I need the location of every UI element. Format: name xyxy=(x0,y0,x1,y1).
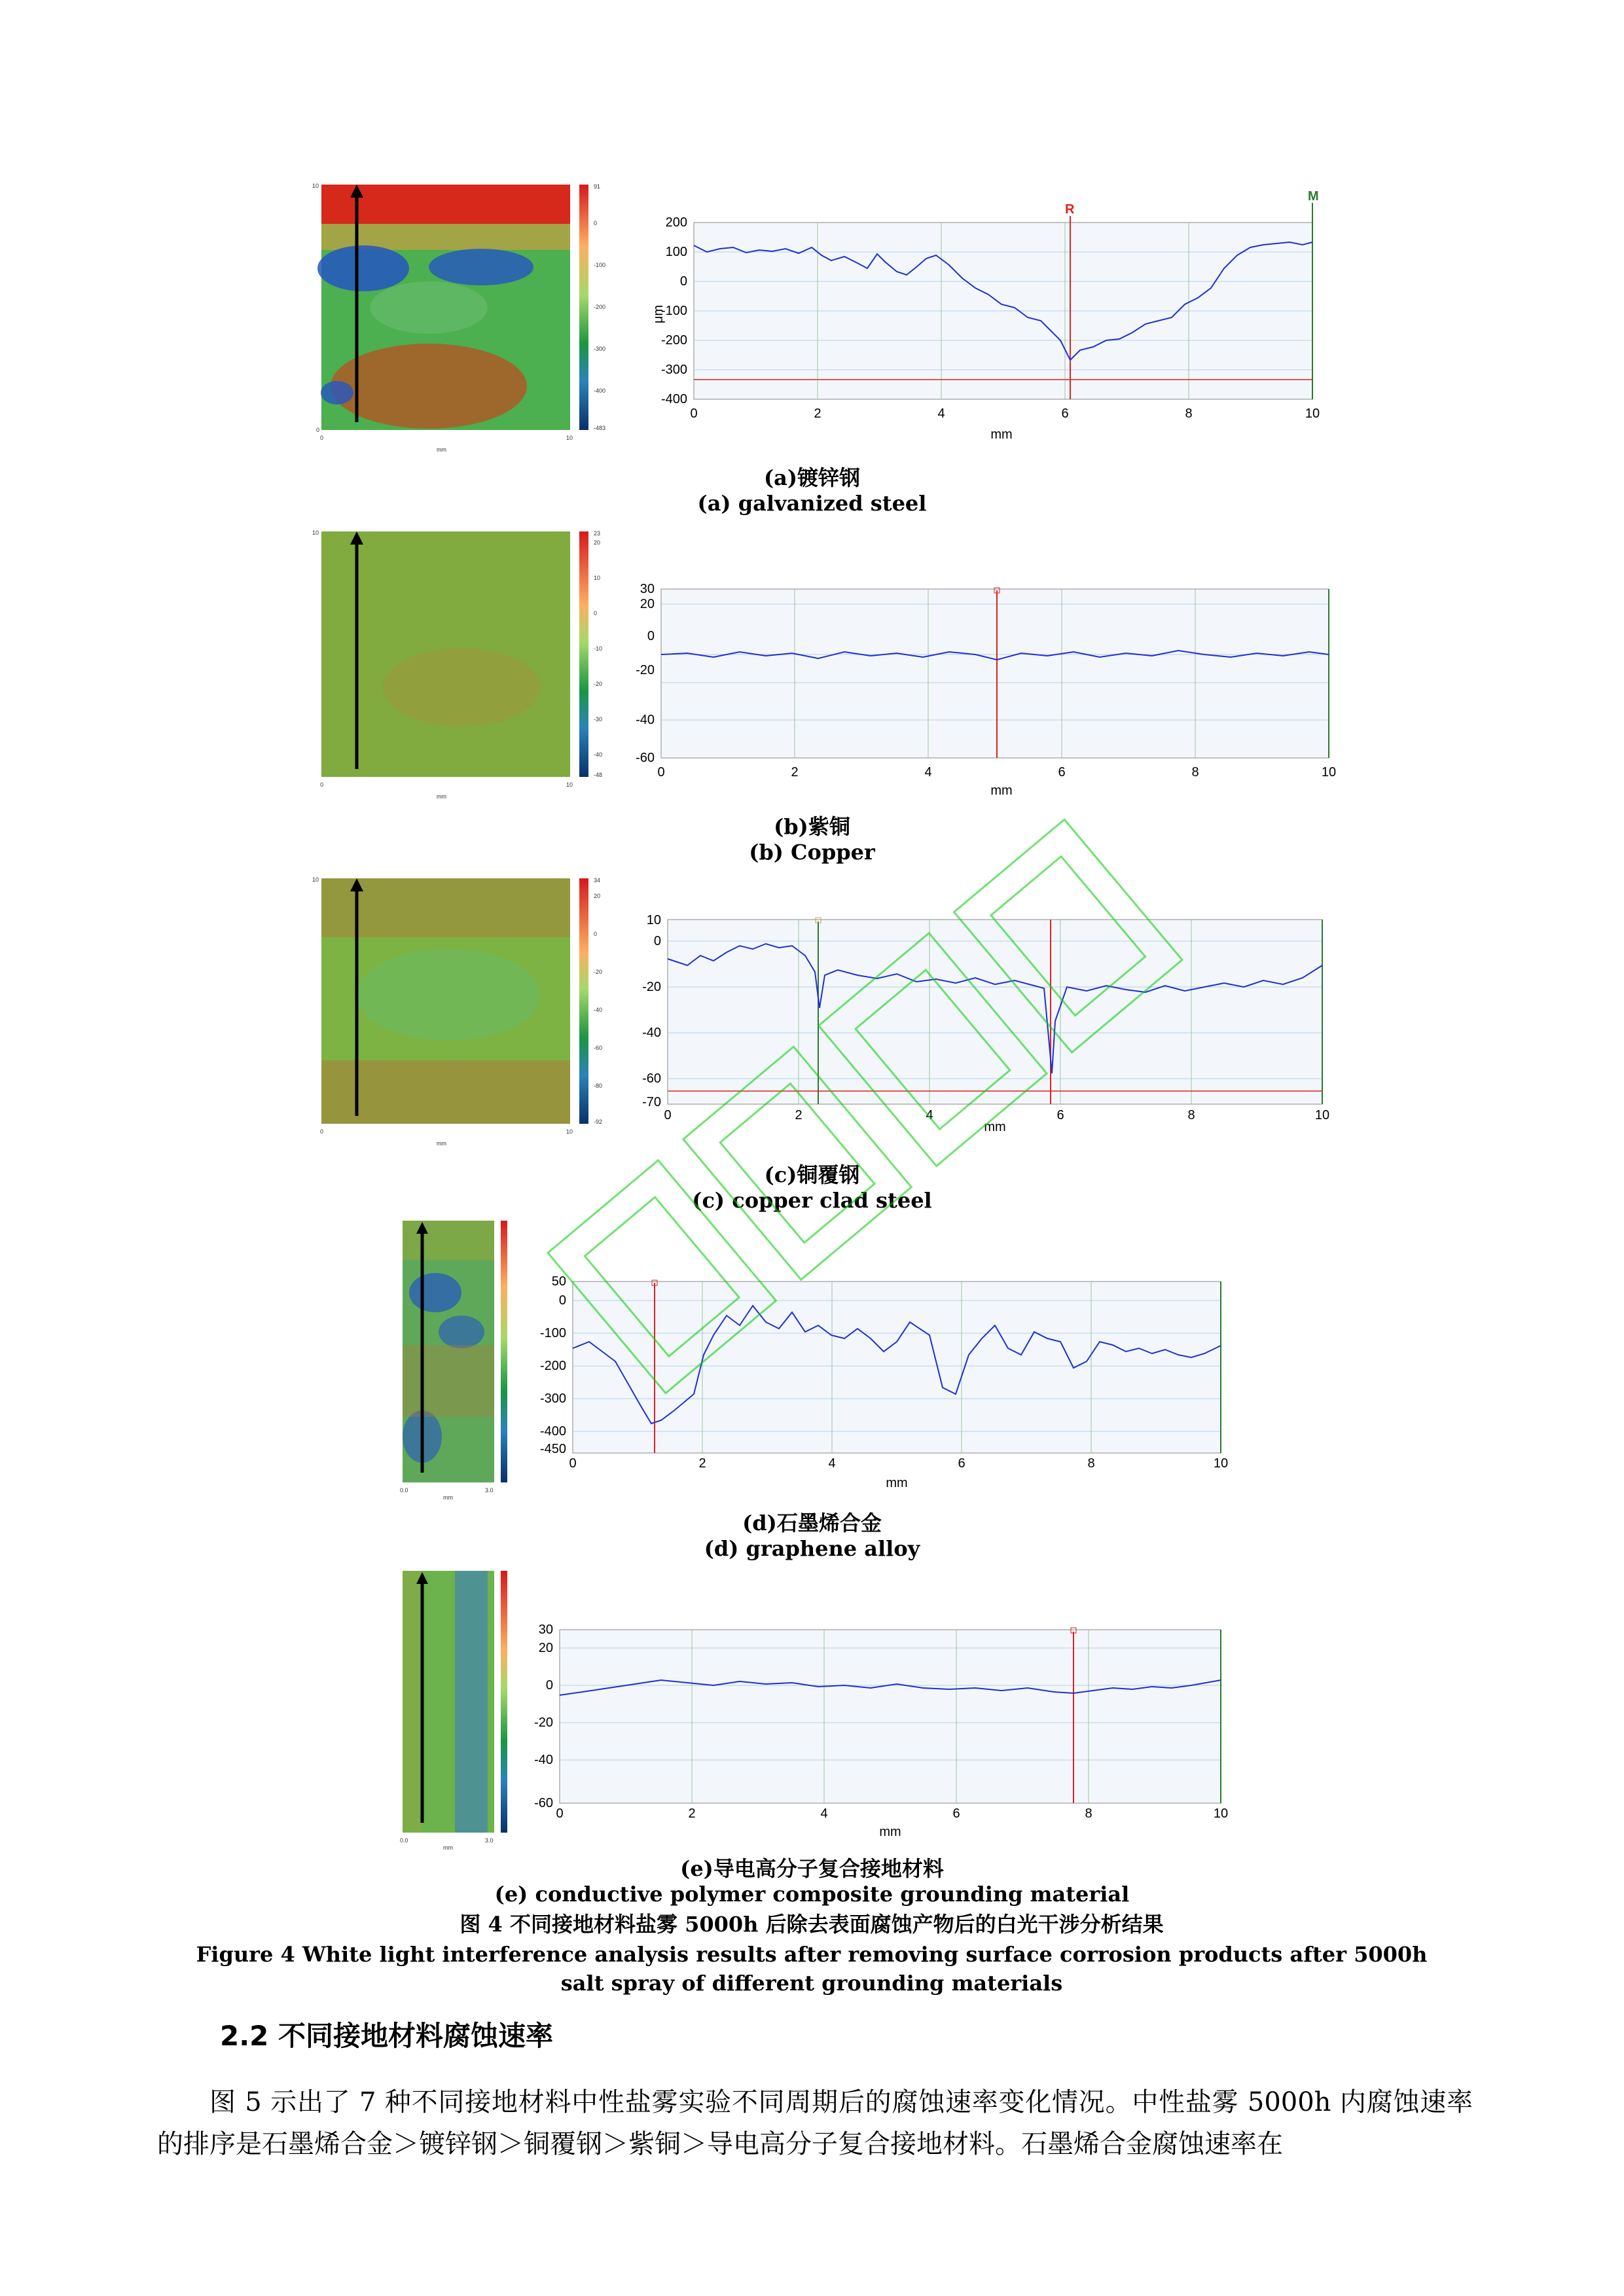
heatmap-e-image xyxy=(396,1564,520,1852)
svg-text:-400: -400 xyxy=(660,392,687,406)
svg-text:-20: -20 xyxy=(642,980,661,994)
svg-text:30: 30 xyxy=(640,582,655,596)
svg-text:30: 30 xyxy=(538,1623,553,1637)
svg-text:8: 8 xyxy=(1187,1108,1195,1122)
svg-text:-483: -483 xyxy=(594,425,606,431)
svg-text:mm: mm xyxy=(990,427,1013,442)
svg-text:0: 0 xyxy=(320,1128,324,1135)
caption-c-cn: (c)铜覆钢 xyxy=(764,1162,860,1187)
svg-text:-400: -400 xyxy=(539,1424,566,1439)
svg-text:mm: mm xyxy=(886,1476,908,1490)
svg-text:10: 10 xyxy=(1314,1108,1330,1122)
svg-text:-20: -20 xyxy=(636,663,655,677)
svg-text:-20: -20 xyxy=(534,1715,553,1730)
svg-text:10: 10 xyxy=(566,781,573,788)
caption-e-cn: (e)导电高分子复合接地材料 xyxy=(680,1856,944,1881)
svg-text:6: 6 xyxy=(1058,765,1066,780)
svg-text:4: 4 xyxy=(924,765,932,780)
svg-text:-60: -60 xyxy=(636,751,655,765)
svg-text:8: 8 xyxy=(1085,1806,1092,1821)
caption-e-en: (e) conductive polymer composite grounding material xyxy=(494,1882,1130,1907)
svg-text:-40: -40 xyxy=(534,1753,553,1767)
figure-caption-en: Figure 4 White light interference analysis results after removing surface corrosion products after 5000h salt spray of different grounding materials xyxy=(196,1942,1428,1996)
svg-text:10: 10 xyxy=(646,913,661,927)
svg-text:0: 0 xyxy=(558,1293,566,1308)
svg-text:0: 0 xyxy=(320,781,324,788)
svg-text:-60: -60 xyxy=(594,1045,603,1051)
svg-text:mm: mm xyxy=(879,1825,901,1839)
svg-text:0: 0 xyxy=(320,435,324,441)
svg-text:-300: -300 xyxy=(539,1391,566,1406)
svg-text:0.0: 0.0 xyxy=(400,1487,408,1494)
caption-a-cn: (a)镀锌钢 xyxy=(763,465,861,490)
svg-text:-40: -40 xyxy=(594,1007,603,1013)
svg-text:34: 34 xyxy=(594,877,601,884)
svg-text:-40: -40 xyxy=(594,751,603,758)
svg-text:-70: -70 xyxy=(642,1095,661,1109)
svg-text:10: 10 xyxy=(312,183,319,189)
caption-a-en: (a) galvanized steel xyxy=(697,491,927,516)
svg-text:mm: mm xyxy=(437,793,446,800)
svg-text:-60: -60 xyxy=(534,1796,553,1810)
heatmap-b-image xyxy=(298,524,619,812)
svg-text:4: 4 xyxy=(820,1806,828,1821)
heatmap-a xyxy=(298,177,619,465)
svg-text:R: R xyxy=(1065,202,1075,217)
profile-c xyxy=(642,910,1335,1134)
svg-text:-200: -200 xyxy=(660,333,687,348)
svg-text:mm: mm xyxy=(437,1140,446,1147)
heatmap-a-image xyxy=(298,177,619,465)
svg-text:6: 6 xyxy=(1061,406,1069,421)
svg-text:-40: -40 xyxy=(642,1026,661,1040)
svg-text:-100: -100 xyxy=(660,304,687,318)
svg-text:10: 10 xyxy=(312,876,319,883)
svg-text:0: 0 xyxy=(594,931,598,937)
svg-text:0: 0 xyxy=(594,610,598,617)
section-title: 2.2 不同接地材料腐蚀速率 xyxy=(220,2020,554,2052)
svg-text:μm: μm xyxy=(651,304,666,324)
svg-text:4: 4 xyxy=(937,406,945,421)
svg-text:6: 6 xyxy=(1056,1108,1064,1122)
svg-text:6: 6 xyxy=(952,1806,960,1821)
svg-text:-30: -30 xyxy=(594,716,603,723)
svg-text:2: 2 xyxy=(688,1806,696,1821)
heatmap-b xyxy=(298,524,619,812)
svg-text:mm: mm xyxy=(437,446,446,453)
svg-text:2: 2 xyxy=(795,1108,803,1122)
svg-text:10: 10 xyxy=(566,435,573,441)
svg-text:10: 10 xyxy=(312,529,319,536)
heatmap-d-image xyxy=(396,1214,520,1502)
svg-text:-450: -450 xyxy=(539,1442,566,1456)
caption-c-en: (c) copper clad steel xyxy=(692,1188,932,1213)
svg-text:4: 4 xyxy=(828,1456,836,1471)
profile-e-chart xyxy=(534,1620,1231,1842)
svg-text:4: 4 xyxy=(926,1108,933,1122)
caption-b-cn: (b)紫铜 xyxy=(774,814,850,839)
profile-b-chart xyxy=(636,576,1348,798)
svg-text:91: 91 xyxy=(594,183,601,190)
svg-text:20: 20 xyxy=(594,539,601,546)
svg-text:-92: -92 xyxy=(594,1119,603,1125)
svg-text:0: 0 xyxy=(647,629,655,643)
svg-text:mm: mm xyxy=(443,1844,453,1851)
svg-text:3.0: 3.0 xyxy=(485,1487,494,1494)
svg-text:0: 0 xyxy=(657,765,665,780)
svg-text:23: 23 xyxy=(594,530,601,537)
svg-text:-200: -200 xyxy=(594,304,606,310)
svg-text:10: 10 xyxy=(1213,1456,1229,1471)
profile-c-chart xyxy=(642,910,1335,1134)
svg-text:-10: -10 xyxy=(594,645,603,652)
figure-caption-cn: 图 4 不同接地材料盐雾 5000h 后除去表面腐蚀产物后的白光干涉分析结果 xyxy=(460,1912,1164,1937)
svg-text:0: 0 xyxy=(556,1806,564,1821)
svg-text:8: 8 xyxy=(1185,406,1193,421)
profile-d-chart xyxy=(537,1276,1231,1499)
caption-d-cn: (d)石墨烯合金 xyxy=(742,1511,882,1535)
svg-text:20: 20 xyxy=(594,893,601,899)
svg-text:20: 20 xyxy=(538,1641,553,1655)
svg-text:-48: -48 xyxy=(594,772,603,778)
profile-b xyxy=(636,576,1348,798)
svg-text:-20: -20 xyxy=(594,681,603,687)
svg-text:2: 2 xyxy=(698,1456,706,1471)
profile-e xyxy=(534,1620,1231,1842)
svg-text:-20: -20 xyxy=(594,969,603,975)
svg-text:-200: -200 xyxy=(539,1359,566,1373)
heatmap-d xyxy=(396,1214,520,1502)
svg-text:8: 8 xyxy=(1087,1456,1095,1471)
svg-text:mm: mm xyxy=(984,1120,1006,1134)
body-paragraph: 图 5 示出了 7 种不同接地材料中性盐雾实验不同周期后的腐蚀速率变化情况。中性盐雾 5000h 内腐蚀速率的排序是石墨烯合金＞镀锌钢＞铜覆钢＞紫铜＞导电高分子复合接地材料。石墨烯合金腐蚀速率在 xyxy=(157,2087,1473,2159)
caption-d-en: (d) graphene alloy xyxy=(704,1536,920,1561)
svg-text:2: 2 xyxy=(814,406,821,421)
svg-text:50: 50 xyxy=(551,1274,566,1289)
svg-text:10: 10 xyxy=(566,1128,573,1135)
svg-text:0: 0 xyxy=(545,1678,553,1693)
svg-text:0: 0 xyxy=(664,1108,672,1122)
profile-d xyxy=(537,1276,1231,1499)
svg-text:3.0: 3.0 xyxy=(485,1837,494,1844)
svg-text:6: 6 xyxy=(958,1456,965,1471)
svg-text:0: 0 xyxy=(569,1456,577,1471)
svg-text:0.0: 0.0 xyxy=(400,1837,408,1844)
svg-text:0: 0 xyxy=(594,220,598,226)
svg-text:10: 10 xyxy=(1321,765,1337,780)
svg-text:10: 10 xyxy=(1213,1806,1229,1821)
heatmap-c-image xyxy=(298,870,619,1158)
svg-text:mm: mm xyxy=(443,1494,453,1501)
svg-text:10: 10 xyxy=(594,575,601,581)
svg-text:0: 0 xyxy=(316,427,320,433)
svg-text:100: 100 xyxy=(665,245,687,259)
profile-a-chart xyxy=(648,190,1335,445)
svg-text:10: 10 xyxy=(1305,406,1320,421)
svg-text:-100: -100 xyxy=(594,262,606,268)
svg-text:200: 200 xyxy=(665,215,687,230)
svg-text:-400: -400 xyxy=(594,387,606,394)
svg-text:-80: -80 xyxy=(594,1083,603,1089)
svg-text:-300: -300 xyxy=(660,363,687,377)
svg-text:20: 20 xyxy=(640,597,655,611)
heatmap-e xyxy=(396,1564,520,1852)
svg-text:0: 0 xyxy=(690,406,698,421)
svg-text:mm: mm xyxy=(990,783,1013,798)
svg-text:-60: -60 xyxy=(642,1071,661,1086)
svg-text:-300: -300 xyxy=(594,346,606,352)
svg-text:M: M xyxy=(1308,189,1319,204)
heatmap-c xyxy=(298,870,619,1158)
profile-a xyxy=(648,190,1335,445)
svg-text:2: 2 xyxy=(791,765,799,780)
svg-text:0: 0 xyxy=(653,934,661,948)
svg-text:0: 0 xyxy=(679,274,687,289)
svg-text:8: 8 xyxy=(1191,765,1199,780)
svg-text:-40: -40 xyxy=(636,713,655,727)
svg-text:-100: -100 xyxy=(539,1326,566,1340)
caption-b-en: (b) Copper xyxy=(749,840,875,865)
